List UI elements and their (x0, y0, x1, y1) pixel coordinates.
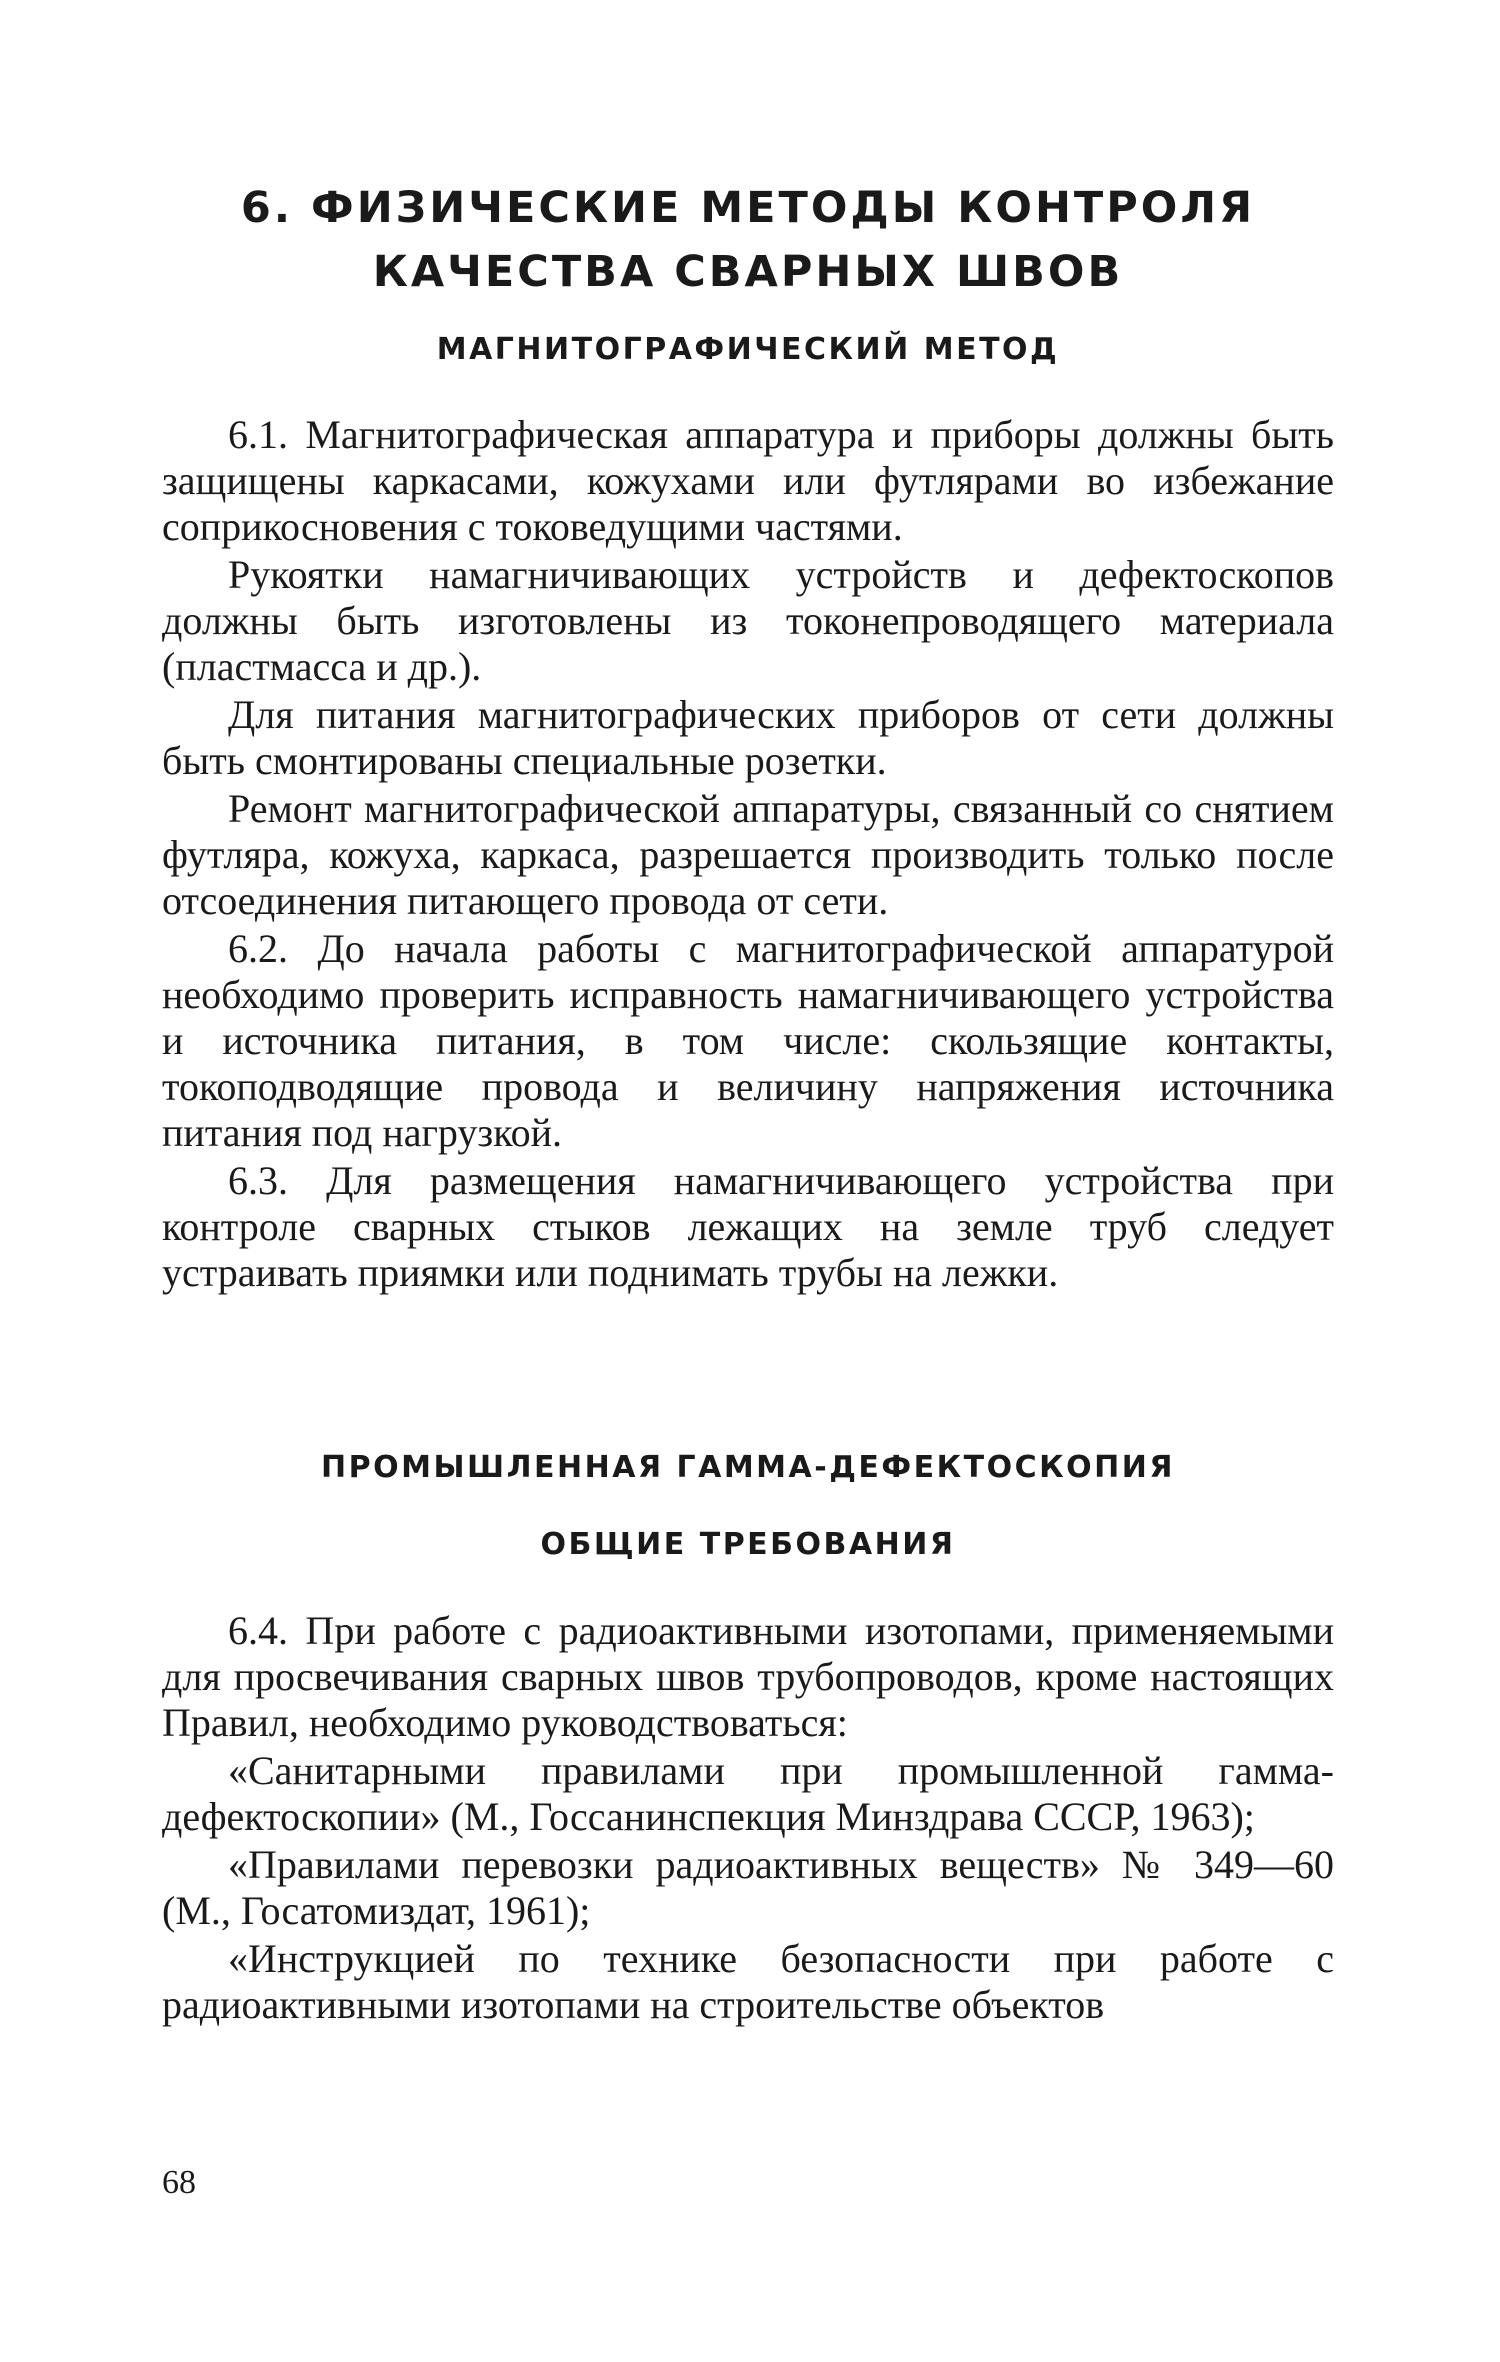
chapter-title: 6. ФИЗИЧЕСКИЕ МЕТОДЫ КОНТРОЛЯ КАЧЕСТВА СВАРНЫХ ШВОВ (240, 183, 1256, 297)
paragraph: «Правилами перевозки радиоактивных веществ» № 349—60 (М., Госатомиздат, 1961); (162, 1842, 1334, 1933)
paragraph: Ремонт магнитографической аппаратуры, связанный со снятием футляра, кожуха, каркаса, разрешается производить только после отсоединения питающего провода от сети. (162, 786, 1334, 923)
paragraph: «Санитарными правилами при промышленной гаммадефектоскопии» (М., Госсанинспекция Минздрава СССР, 1963); (162, 1748, 1334, 1839)
magnetographic-section-body (162, 412, 1334, 1298)
section-title-gamma-defectoscopy: ПРОМЫШЛЕННАЯ ГАММА-ДЕФЕКТОСКОПИЯ (321, 1450, 1175, 1485)
paragraph: 6.3. Для размещения намагничивающего устройства при контроле сварных стыков лежащих на земле труб следует устраивать приямки или поднимать трубы на лежки. (162, 1158, 1334, 1295)
document-page (162, 0, 1334, 2362)
paragraph: 6.1. Магнитографическая аппаратура и приборы должны быть защищены каркасами, кожухами или футлярами во избежание соприкосновения с токоведущими частями. (162, 412, 1334, 549)
paragraph: «Инструкцией по технике безопасности при работе с радиоактивными изотопами на строительстве объектов (162, 1936, 1334, 2027)
paragraph: Для питания магнитографических приборов от сети должны быть смонтированы специальные розетки. (162, 692, 1334, 783)
paragraph: 6.2. До начала работы с магнитографической аппаратурой необходимо проверить исправность намагничивающего устройства и источника питания, в том числе: скользящие контакты, токоподводящие провода и величину напряжения источника питания под нагрузкой. (162, 926, 1334, 1155)
paragraph: 6.4. При работе с радиоактивными изотопами, применяемыми для просвечивания сварных швов трубопроводов, кроме настоящих Правил, необходимо руководствоваться: (162, 1608, 1334, 1745)
gamma-section-body (162, 1608, 1334, 2030)
subsection-title-general-requirements: ОБЩИЕ ТРЕБОВАНИЯ (540, 1527, 956, 1562)
section-title-magnetographic: МАГНИТОГРАФИЧЕСКИЙ МЕТОД (436, 332, 1060, 367)
paragraph: Рукоятки намагничивающих устройств и дефектоскопов должны быть изготовлены из токонепроводящего материала (пластмасса и др.). (162, 552, 1334, 689)
page-number: 68 (162, 2164, 196, 2201)
